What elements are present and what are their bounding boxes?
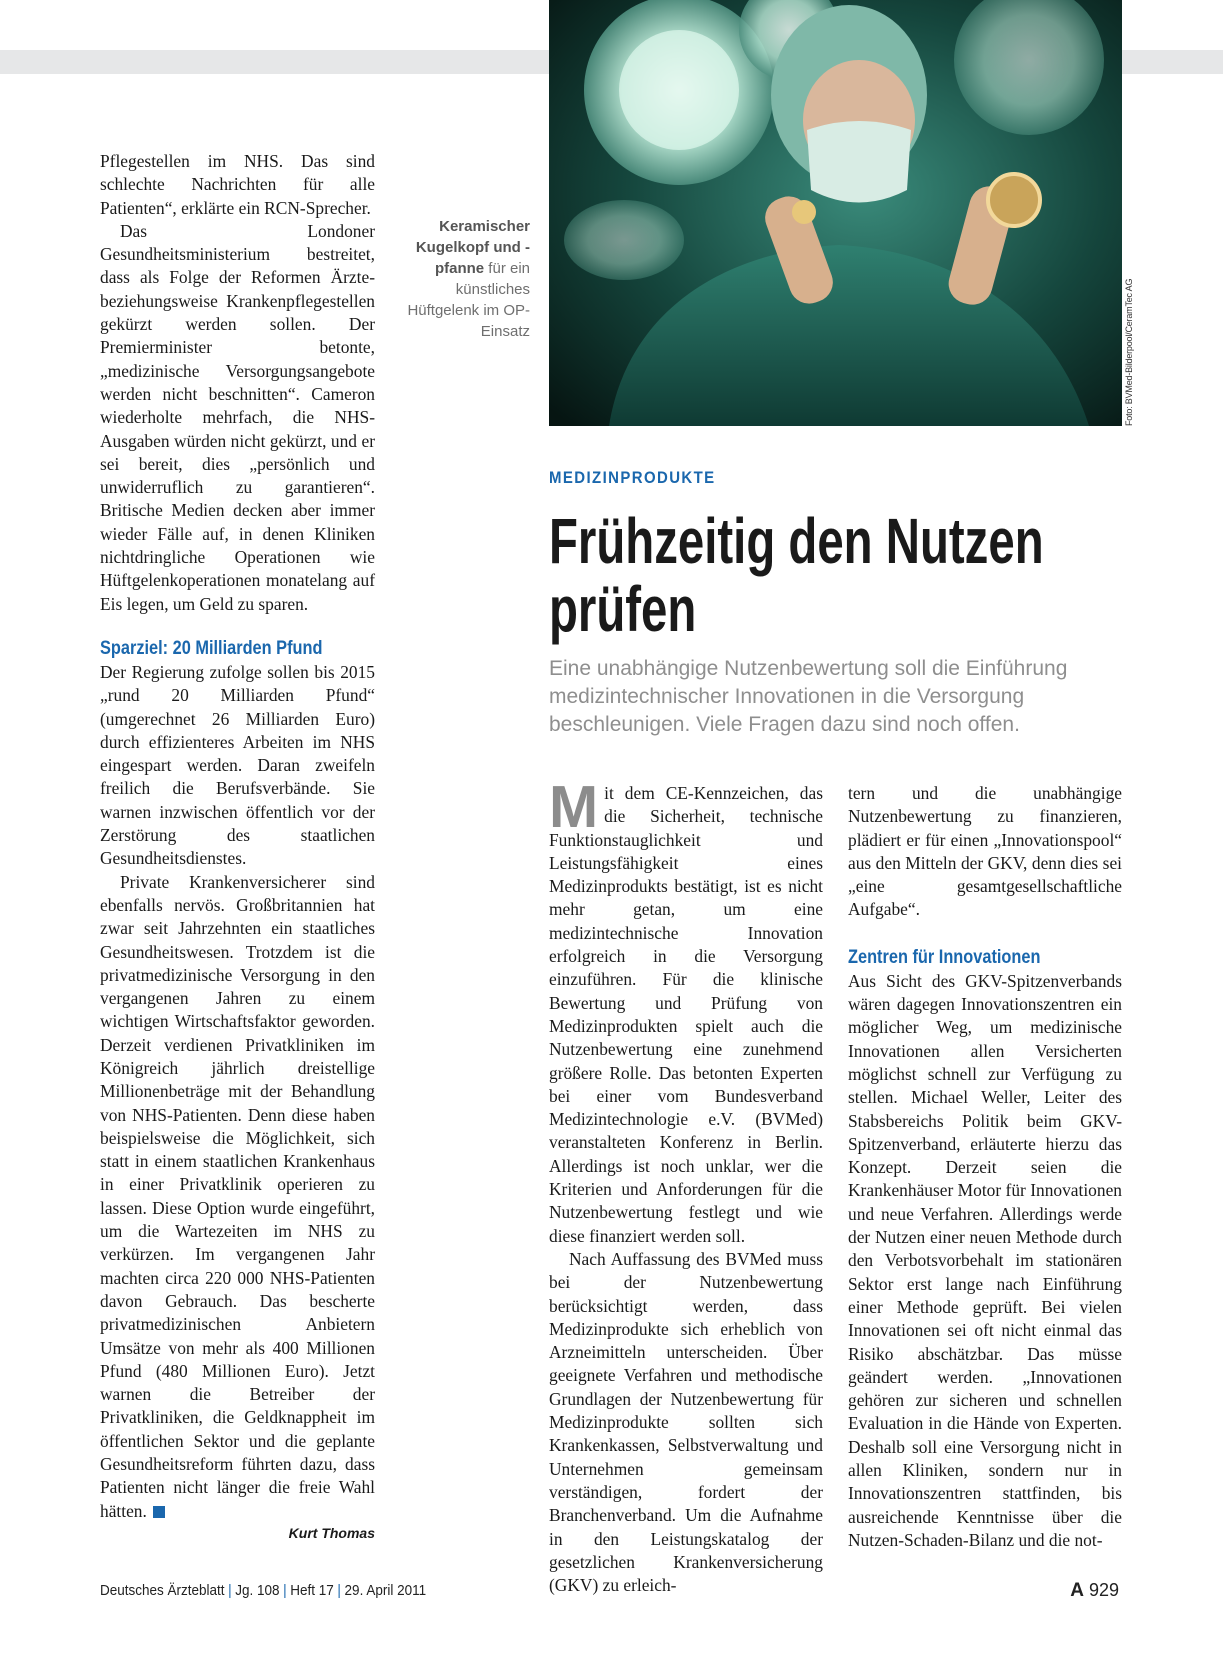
surgeon-illustration [549,0,1122,426]
volume: Jg. 108 [235,1582,280,1599]
paragraph: Nach Auffassung des BVMed muss bei der Nutzenbewertung berücksichtigt werden, dass Medizinprodukte sich erheblich von Arzneimitteln unterscheiden. Über geeignete Verfahren und methodische Grundlagen der Nutzenbewertung für Medizinprodukte sollten sich Krankenkassen, Selbstverwaltung und Unternehmen gemeinsam verständigen, fordert der Branchenverband. Um die Aufnahme in den Leistungskatalog der gesetzlichen Krankenversicherung (GKV) zu erleich- [549,1248,823,1596]
issue: Heft 17 [290,1582,334,1599]
paragraph-text: Private Krankenversicherer sind ebenfalls nervös. Großbritannien hat zwar seit Jahrzehnten ein staatliches Gesundheitswesen. Trotzdem ist die privatmedizinische Versorgung in den vergangenen Jahren zu einem wichtigen Wirtschaftsfaktor geworden. Derzeit verdienen Privatkliniken im Königreich jährlich dreistellige Millionenbeträge mit der Behandlung von NHS-Patienten. Denn diese haben beispielsweise die Möglichkeit, sich statt in einem staatlichen Krankenhaus in einer Privatklinik operieren zu lassen. Diese Option wurde eingeführt, um die Wartezeiten im NHS zu verkürzen. Im vergangenen Jahr machten circa 220 000 NHS-Patienten davon Gebrauch. Das bescherte privatmedizinischen Anbietern Umsätze von mehr als 400 Millionen Pfund (480 Millionen Euro). Jetzt warnen die Betreiber der Privatkliniken, die Geldknappheit im öffentlichen Sektor und die geplante Gesundheitsreform führten dazu, dass Patienten nicht länger die freie Wahl hätten. [100,871,375,1521]
article-kicker: MEDIZINPRODUKTE [549,468,716,487]
article-column-right [848,782,1122,1552]
caption-text: für ein künstliches Hüftgelenk im OP-Einsatz [407,260,530,340]
caption-bold: Keramischer Kugelkopf und -pfanne [415,218,530,277]
journal-name: Deutsches Ärzteblatt [100,1582,225,1599]
paragraph [549,774,823,1248]
drop-cap: M [549,774,599,840]
paragraph [100,871,375,1523]
footer-info: Deutsches Ärzteblatt | Jg. 108 | Heft 17 | 29. April 2011 [100,1582,427,1599]
paragraph-text: it dem CE-Kennzeichen, das die Sicherheit, technische Funktionstauglichkeit und Leistungsfähigkeit eines Medizinprodukts bestätigt, ist es nicht mehr getan, um eine medizintechnische Innovation erfolgreich in die Versorgung einzuführen. Für die klinische Bewertung und Prüfung von Medizinprodukten spielt auch die Nutzenbewertung eine zunehmend größere Rolle. Das betonten Experten bei einer vom Bundesverband Medizintechnologie e.V. (BVMed) veranstalteten Konferenz in Berlin. Allerdings ist noch unklar, wer die Kriterien und Anforderungen für die Nutzenbewertung festlegt und wie diese finanziert werden soll. [549,783,823,1246]
subheading: Sparziel: 20 Milliarden Pfund [100,637,323,659]
page-number-value: 929 [1088,1580,1119,1600]
author-name: Kurt Thomas [288,1524,375,1541]
date: 29. April 2011 [344,1582,427,1599]
article-title: Frühzeitig den Nutzen prüfen [549,505,1044,645]
photo-caption [390,216,530,342]
paragraph: Der Regierung zufolge sollen bis 2015 „rund 20 Milliarden Pfund“ (umgerechnet 26 Milliarden Euro) durch effizienteres Arbeiten im NHS eingespart werden. Daran zweifeln freilich die Berufsverbände. Sie warnen inzwischen öffentlich vor der Zerstörung des staatlichen Gesundheitsdienstes. [100,661,375,869]
subheading: Zentren für Innovationen [848,946,1041,968]
surgeon-photo [549,0,1122,426]
page-prefix: A [1070,1580,1084,1601]
page-number [1070,1580,1119,1602]
paragraph: tern und die unabhängige Nutzenbewertung zu finanzieren, plädiert er für einen „Innovationspool“ aus den Mitteln der GKV, denn dies sei „eine gesamtgesellschaftliche Aufgabe“. [848,783,1122,920]
paragraph: Pflegestellen im NHS. Das sind schlechte Nachrichten für alle Patienten“, erklärte ein RCN-Sprecher. [100,151,375,218]
article-lead: Eine unabhängige Nutzenbewertung soll die Einführung medizintechnischer Innovationen in die Versorgung beschleunigen. Viele Fragen dazu sind noch offen. [549,657,1068,736]
paragraph: Das Londoner Gesundheitsministerium bestreitet, dass als Folge der Reformen Ärzte- beziehungsweise Krankenpflegestellen gekürzt werden sollen. Der Premierminister betonte, „medizinische Versorgungsangebote werden nicht beschnitten“. Cameron wiederholte mehrfach, die NHS-Ausgaben würden nicht gekürzt, und er sei bereit, dies „persönlich und unwiderruflich zu garantieren“. Britische Medien decken aber immer wieder Fälle auf, in denen Kliniken nichtdringliche Operationen wie Hüftgelenkoperationen monatelang auf Eis legen, um Geld zu sparen. [100,220,375,614]
paragraph: Aus Sicht des GKV-Spitzenverbands wären dagegen Innovationszentren ein möglicher Weg, um medizinische Innovationen allen Versicherten möglichst schnell zur Verfügung zu stellen. Michael Weller, Leiter des Stabsbereichs Politik beim GKV-Spitzenverband, erläuterte hierzu das Konzept. Derzeit seien die Krankenhäuser Motor für Innovationen und neue Verfahren. Allerdings werde der Nutzen einer neuen Methode durch den Verbotsvorbehalt im stationären Sektor erst lange nach Einführung einer Methode geprüft. Bei vielen Innovationen sei oft nicht einmal das Risiko abschätzbar. Das müsse geändert werden. „Innovationen gehören zur sicheren und schnellen Evaluation in die Hände von Experten. Deshalb soll eine Versorgung nicht in allen Kliniken, sondern nur in Innovationszentren stattfinden, bis ausreichende Kenntnisse über die Nutzen-Schaden-Bilanz und die not- [848,970,1122,1550]
article-column-left [549,774,823,1597]
end-mark-icon [153,1506,165,1518]
photo-credit: Foto: BVMed-Bilderpool/CeramTec AG [1124,278,1134,426]
previous-article-column [100,150,375,1543]
